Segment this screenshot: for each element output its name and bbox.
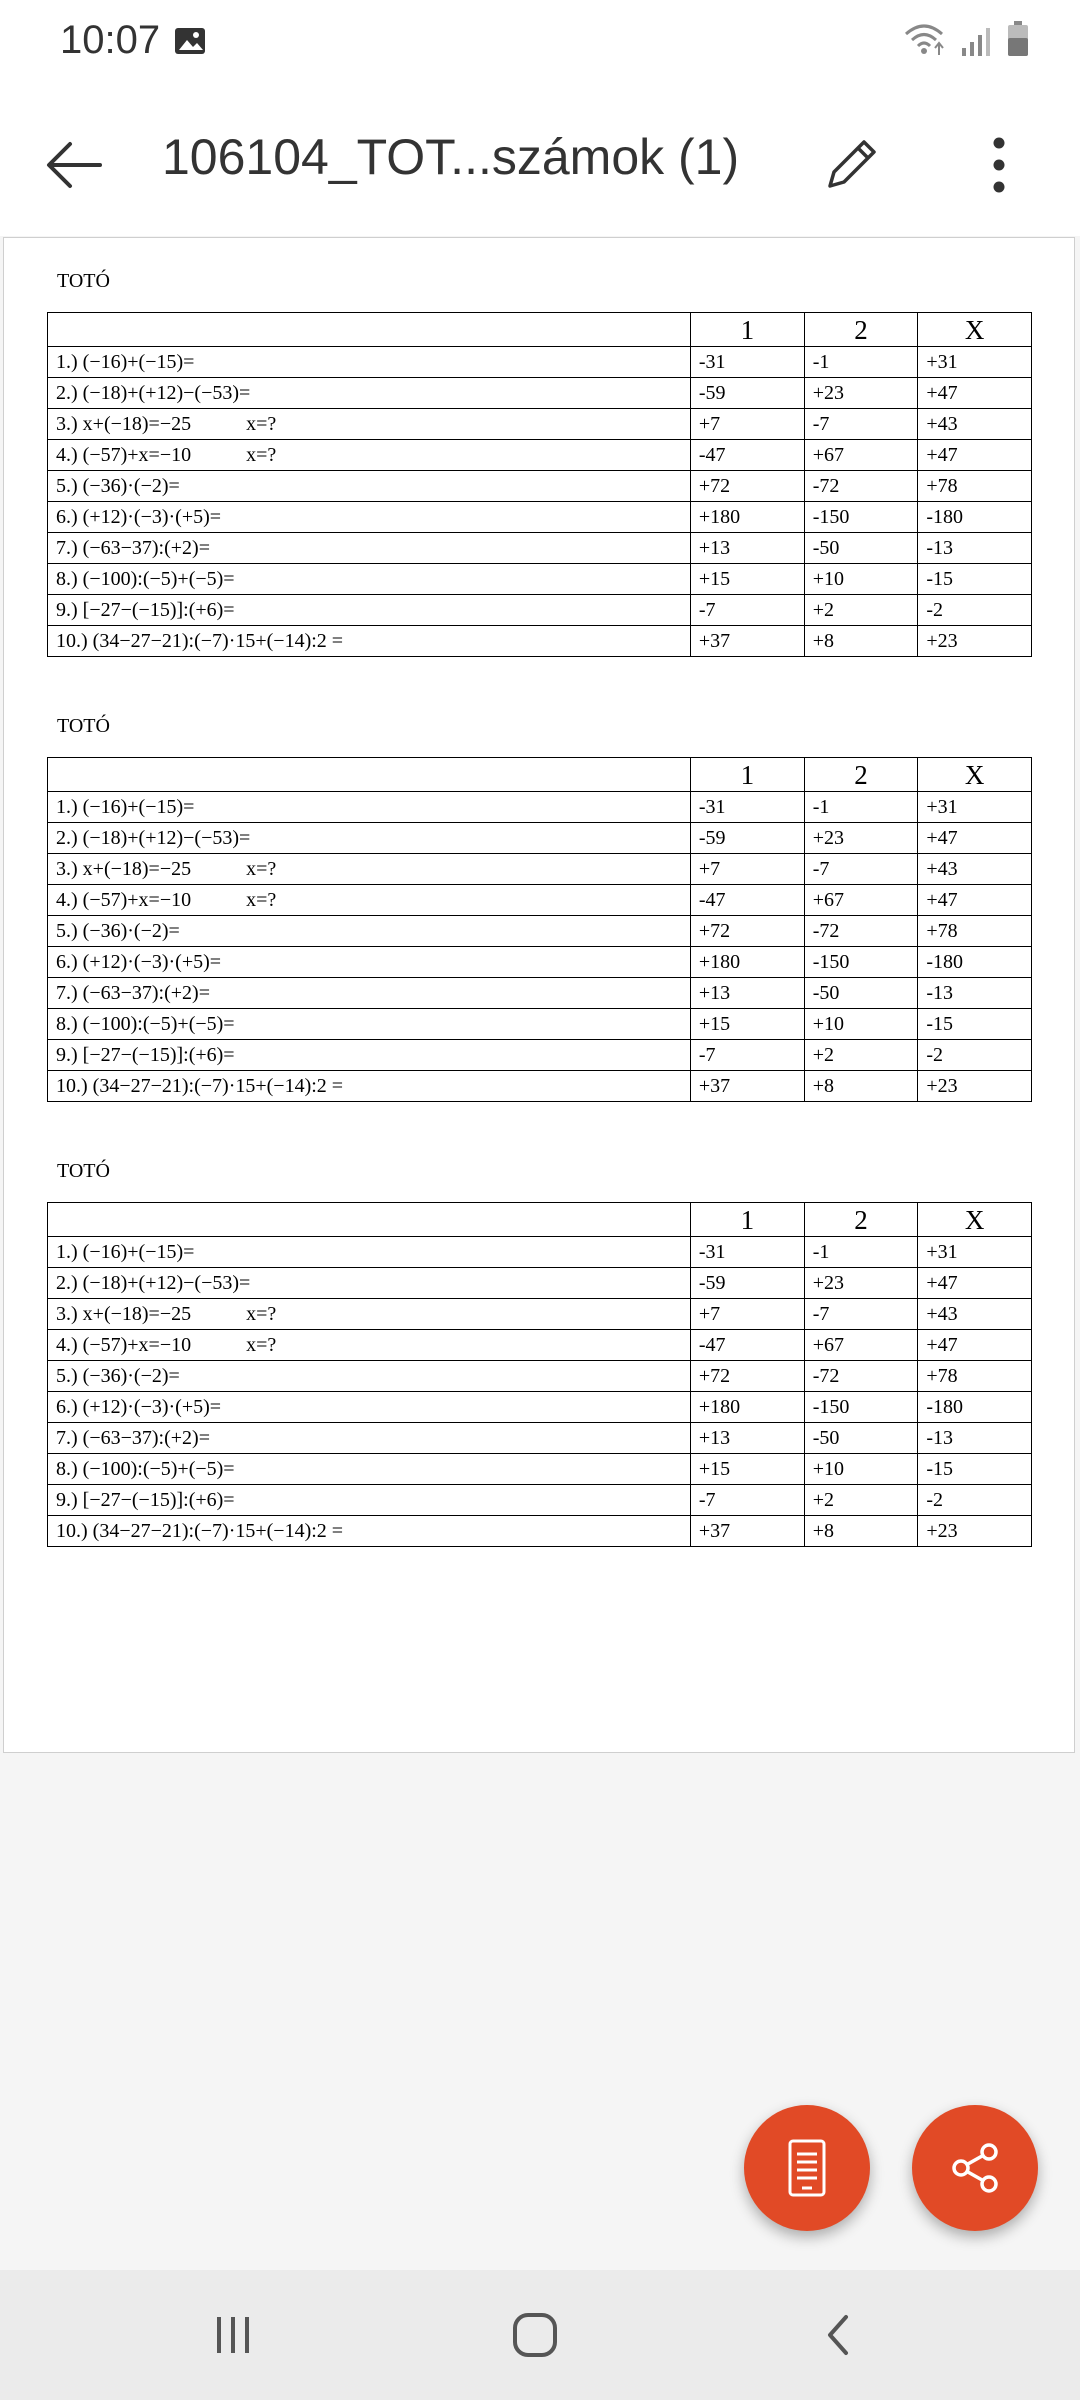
answer-2-cell: +10 bbox=[804, 1009, 918, 1040]
problem-cell: 6.) (+12)·(−3)·(+5)= bbox=[48, 1392, 691, 1423]
table-row bbox=[48, 947, 1032, 978]
table-row bbox=[48, 347, 1032, 378]
answer-2-cell: +8 bbox=[804, 1071, 918, 1102]
answer-x-cell: -2 bbox=[918, 1040, 1032, 1071]
table-row bbox=[48, 1268, 1032, 1299]
table-row bbox=[48, 1361, 1032, 1392]
header-x: X bbox=[918, 758, 1032, 792]
answer-1-cell: +13 bbox=[690, 978, 804, 1009]
problem-cell: 10.) (34−27−21):(−7)·15+(−14):2 = bbox=[48, 1516, 691, 1547]
answer-2-cell: +23 bbox=[804, 1268, 918, 1299]
answer-2-cell: -50 bbox=[804, 978, 918, 1009]
answer-x-cell: +31 bbox=[918, 792, 1032, 823]
answer-2-cell: -72 bbox=[804, 1361, 918, 1392]
answer-2-cell: +67 bbox=[804, 440, 918, 471]
answer-2-cell: +67 bbox=[804, 1330, 918, 1361]
table-row bbox=[48, 916, 1032, 947]
header-1: 1 bbox=[690, 313, 804, 347]
table-row bbox=[48, 626, 1032, 657]
answer-2-cell: -7 bbox=[804, 854, 918, 885]
answer-x-cell: +47 bbox=[918, 1330, 1032, 1361]
gallery-icon bbox=[173, 24, 207, 58]
problem-cell: 5.) (−36)·(−2)= bbox=[48, 1361, 691, 1392]
problem-cell: 8.) (−100):(−5)+(−5)= bbox=[48, 1454, 691, 1485]
table-row bbox=[48, 1330, 1032, 1361]
table-row bbox=[48, 792, 1032, 823]
answer-2-cell: -7 bbox=[804, 1299, 918, 1330]
answer-1-cell: -7 bbox=[690, 595, 804, 626]
answer-2-cell: -150 bbox=[804, 947, 918, 978]
signal-icon bbox=[960, 24, 992, 58]
answer-x-cell: +78 bbox=[918, 916, 1032, 947]
header-2: 2 bbox=[804, 1203, 918, 1237]
answer-1-cell: +72 bbox=[690, 1361, 804, 1392]
table-row bbox=[48, 471, 1032, 502]
pencil-icon[interactable] bbox=[816, 130, 886, 200]
more-vertical-icon[interactable] bbox=[964, 130, 1034, 200]
mobile-view-icon bbox=[782, 2138, 832, 2198]
table-row bbox=[48, 502, 1032, 533]
answer-x-cell: -15 bbox=[918, 1009, 1032, 1040]
answer-2-cell: +8 bbox=[804, 626, 918, 657]
answer-1-cell: +7 bbox=[690, 409, 804, 440]
toto-table bbox=[47, 312, 1032, 657]
answer-x-cell: +31 bbox=[918, 347, 1032, 378]
table-row bbox=[48, 440, 1032, 471]
problem-cell: 3.) x+(−18)=−25 x=? bbox=[48, 854, 691, 885]
header-1: 1 bbox=[690, 758, 804, 792]
document-title: 106104_TOT...számok (1) bbox=[162, 129, 740, 185]
answer-2-cell: -150 bbox=[804, 1392, 918, 1423]
problem-cell: 5.) (−36)·(−2)= bbox=[48, 471, 691, 502]
table-header-row bbox=[48, 758, 1032, 792]
table-row bbox=[48, 854, 1032, 885]
answer-x-cell: +47 bbox=[918, 378, 1032, 409]
problem-cell: 10.) (34−27−21):(−7)·15+(−14):2 = bbox=[48, 1071, 691, 1102]
problem-cell: 3.) x+(−18)=−25 x=? bbox=[48, 1299, 691, 1330]
answer-2-cell: -50 bbox=[804, 1423, 918, 1454]
answer-x-cell: -180 bbox=[918, 947, 1032, 978]
answer-2-cell: +23 bbox=[804, 823, 918, 854]
header-2: 2 bbox=[804, 758, 918, 792]
toto-table bbox=[47, 757, 1032, 1102]
table-row bbox=[48, 1392, 1032, 1423]
arrow-left-icon[interactable] bbox=[40, 130, 110, 200]
header-problem bbox=[48, 758, 691, 792]
problem-cell: 1.) (−16)+(−15)= bbox=[48, 1237, 691, 1268]
header-problem bbox=[48, 1203, 691, 1237]
problem-cell: 4.) (−57)+x=−10 x=? bbox=[48, 885, 691, 916]
answer-1-cell: +180 bbox=[690, 1392, 804, 1423]
table-row bbox=[48, 564, 1032, 595]
answer-x-cell: -180 bbox=[918, 1392, 1032, 1423]
answer-x-cell: -15 bbox=[918, 564, 1032, 595]
share-button[interactable] bbox=[912, 2105, 1038, 2231]
answer-1-cell: -31 bbox=[690, 792, 804, 823]
table-header-row bbox=[48, 1203, 1032, 1237]
reading-mode-button[interactable] bbox=[744, 2105, 870, 2231]
answer-x-cell: +47 bbox=[918, 1268, 1032, 1299]
answer-2-cell: -1 bbox=[804, 347, 918, 378]
header-2: 2 bbox=[804, 313, 918, 347]
answer-2-cell: -72 bbox=[804, 471, 918, 502]
problem-cell: 2.) (−18)+(+12)−(−53)= bbox=[48, 823, 691, 854]
answer-x-cell: +78 bbox=[918, 1361, 1032, 1392]
answer-1-cell: -31 bbox=[690, 1237, 804, 1268]
header-x: X bbox=[918, 313, 1032, 347]
table-row bbox=[48, 1009, 1032, 1040]
answer-x-cell: -13 bbox=[918, 978, 1032, 1009]
answer-x-cell: -180 bbox=[918, 502, 1032, 533]
answer-1-cell: -47 bbox=[690, 1330, 804, 1361]
table-row bbox=[48, 1485, 1032, 1516]
answer-x-cell: +47 bbox=[918, 885, 1032, 916]
toto-table bbox=[47, 1202, 1032, 1547]
answer-1-cell: +72 bbox=[690, 916, 804, 947]
sheet-label: TOTÓ bbox=[57, 270, 110, 292]
recents-button[interactable] bbox=[198, 2300, 268, 2370]
answer-2-cell: +2 bbox=[804, 1040, 918, 1071]
answer-x-cell: +23 bbox=[918, 626, 1032, 657]
answer-2-cell: -1 bbox=[804, 792, 918, 823]
answer-1-cell: -59 bbox=[690, 1268, 804, 1299]
table-row bbox=[48, 409, 1032, 440]
status-bar bbox=[0, 0, 1080, 84]
answer-x-cell: +43 bbox=[918, 854, 1032, 885]
answer-2-cell: -1 bbox=[804, 1237, 918, 1268]
table-row bbox=[48, 1040, 1032, 1071]
answer-1-cell: +37 bbox=[690, 1516, 804, 1547]
wifi-icon bbox=[902, 20, 946, 58]
problem-cell: 7.) (−63−37):(+2)= bbox=[48, 1423, 691, 1454]
table-row bbox=[48, 1516, 1032, 1547]
table-row bbox=[48, 978, 1032, 1009]
answer-2-cell: +10 bbox=[804, 1454, 918, 1485]
answer-1-cell: -59 bbox=[690, 378, 804, 409]
problem-cell: 1.) (−16)+(−15)= bbox=[48, 347, 691, 378]
answer-x-cell: +23 bbox=[918, 1071, 1032, 1102]
table-row bbox=[48, 823, 1032, 854]
system-nav-bar bbox=[0, 2270, 1080, 2400]
answer-1-cell: +13 bbox=[690, 1423, 804, 1454]
problem-cell: 4.) (−57)+x=−10 x=? bbox=[48, 1330, 691, 1361]
nav-back-button[interactable] bbox=[803, 2300, 873, 2370]
battery-icon bbox=[1006, 20, 1030, 58]
answer-1-cell: +37 bbox=[690, 626, 804, 657]
header-x: X bbox=[918, 1203, 1032, 1237]
problem-cell: 3.) x+(−18)=−25 x=? bbox=[48, 409, 691, 440]
answer-x-cell: +43 bbox=[918, 409, 1032, 440]
answer-x-cell: -2 bbox=[918, 595, 1032, 626]
table-row bbox=[48, 1454, 1032, 1485]
answer-x-cell: +23 bbox=[918, 1516, 1032, 1547]
answer-2-cell: +23 bbox=[804, 378, 918, 409]
sheet-label: TOTÓ bbox=[57, 1160, 110, 1182]
answer-2-cell: +67 bbox=[804, 885, 918, 916]
nav-back-icon bbox=[818, 2311, 858, 2359]
problem-cell: 9.) [−27−(−15)]:(+6)= bbox=[48, 1485, 691, 1516]
problem-cell: 8.) (−100):(−5)+(−5)= bbox=[48, 1009, 691, 1040]
answer-1-cell: +15 bbox=[690, 564, 804, 595]
problem-cell: 5.) (−36)·(−2)= bbox=[48, 916, 691, 947]
table-row bbox=[48, 378, 1032, 409]
problem-cell: 6.) (+12)·(−3)·(+5)= bbox=[48, 947, 691, 978]
answer-1-cell: +37 bbox=[690, 1071, 804, 1102]
answer-2-cell: -150 bbox=[804, 502, 918, 533]
answer-x-cell: -15 bbox=[918, 1454, 1032, 1485]
problem-cell: 10.) (34−27−21):(−7)·15+(−14):2 = bbox=[48, 626, 691, 657]
home-icon bbox=[511, 2311, 559, 2359]
answer-2-cell: +2 bbox=[804, 1485, 918, 1516]
answer-x-cell: +43 bbox=[918, 1299, 1032, 1330]
answer-1-cell: +7 bbox=[690, 1299, 804, 1330]
answer-1-cell: -47 bbox=[690, 440, 804, 471]
home-button[interactable] bbox=[500, 2300, 570, 2370]
table-row bbox=[48, 1071, 1032, 1102]
answer-1-cell: +72 bbox=[690, 471, 804, 502]
answer-2-cell: -50 bbox=[804, 533, 918, 564]
app-bar bbox=[0, 100, 1080, 230]
answer-x-cell: -2 bbox=[918, 1485, 1032, 1516]
table-row bbox=[48, 885, 1032, 916]
answer-1-cell: -31 bbox=[690, 347, 804, 378]
sheet-label: TOTÓ bbox=[57, 715, 110, 737]
table-row bbox=[48, 1299, 1032, 1330]
problem-cell: 9.) [−27−(−15)]:(+6)= bbox=[48, 595, 691, 626]
answer-1-cell: +13 bbox=[690, 533, 804, 564]
problem-cell: 1.) (−16)+(−15)= bbox=[48, 792, 691, 823]
answer-1-cell: +15 bbox=[690, 1009, 804, 1040]
answer-x-cell: -13 bbox=[918, 533, 1032, 564]
table-row bbox=[48, 1237, 1032, 1268]
share-icon bbox=[945, 2138, 1005, 2198]
problem-cell: 2.) (−18)+(+12)−(−53)= bbox=[48, 1268, 691, 1299]
answer-x-cell: +47 bbox=[918, 440, 1032, 471]
answer-1-cell: -7 bbox=[690, 1485, 804, 1516]
answer-2-cell: +8 bbox=[804, 1516, 918, 1547]
problem-cell: 9.) [−27−(−15)]:(+6)= bbox=[48, 1040, 691, 1071]
table-header-row bbox=[48, 313, 1032, 347]
answer-1-cell: -47 bbox=[690, 885, 804, 916]
answer-x-cell: -13 bbox=[918, 1423, 1032, 1454]
problem-cell: 8.) (−100):(−5)+(−5)= bbox=[48, 564, 691, 595]
problem-cell: 2.) (−18)+(+12)−(−53)= bbox=[48, 378, 691, 409]
answer-x-cell: +31 bbox=[918, 1237, 1032, 1268]
recents-icon bbox=[211, 2313, 255, 2357]
answer-1-cell: +180 bbox=[690, 502, 804, 533]
answer-2-cell: -7 bbox=[804, 409, 918, 440]
header-1: 1 bbox=[690, 1203, 804, 1237]
document-page[interactable] bbox=[3, 237, 1075, 1753]
problem-cell: 6.) (+12)·(−3)·(+5)= bbox=[48, 502, 691, 533]
answer-1-cell: +180 bbox=[690, 947, 804, 978]
answer-1-cell: -59 bbox=[690, 823, 804, 854]
table-row bbox=[48, 595, 1032, 626]
table-row bbox=[48, 1423, 1032, 1454]
answer-2-cell: -72 bbox=[804, 916, 918, 947]
header-problem bbox=[48, 313, 691, 347]
problem-cell: 7.) (−63−37):(+2)= bbox=[48, 978, 691, 1009]
status-time: 10:07 bbox=[60, 18, 161, 62]
problem-cell: 4.) (−57)+x=−10 x=? bbox=[48, 440, 691, 471]
table-row bbox=[48, 533, 1032, 564]
answer-x-cell: +78 bbox=[918, 471, 1032, 502]
answer-2-cell: +10 bbox=[804, 564, 918, 595]
answer-1-cell: +15 bbox=[690, 1454, 804, 1485]
answer-1-cell: -7 bbox=[690, 1040, 804, 1071]
answer-x-cell: +47 bbox=[918, 823, 1032, 854]
answer-1-cell: +7 bbox=[690, 854, 804, 885]
problem-cell: 7.) (−63−37):(+2)= bbox=[48, 533, 691, 564]
answer-2-cell: +2 bbox=[804, 595, 918, 626]
